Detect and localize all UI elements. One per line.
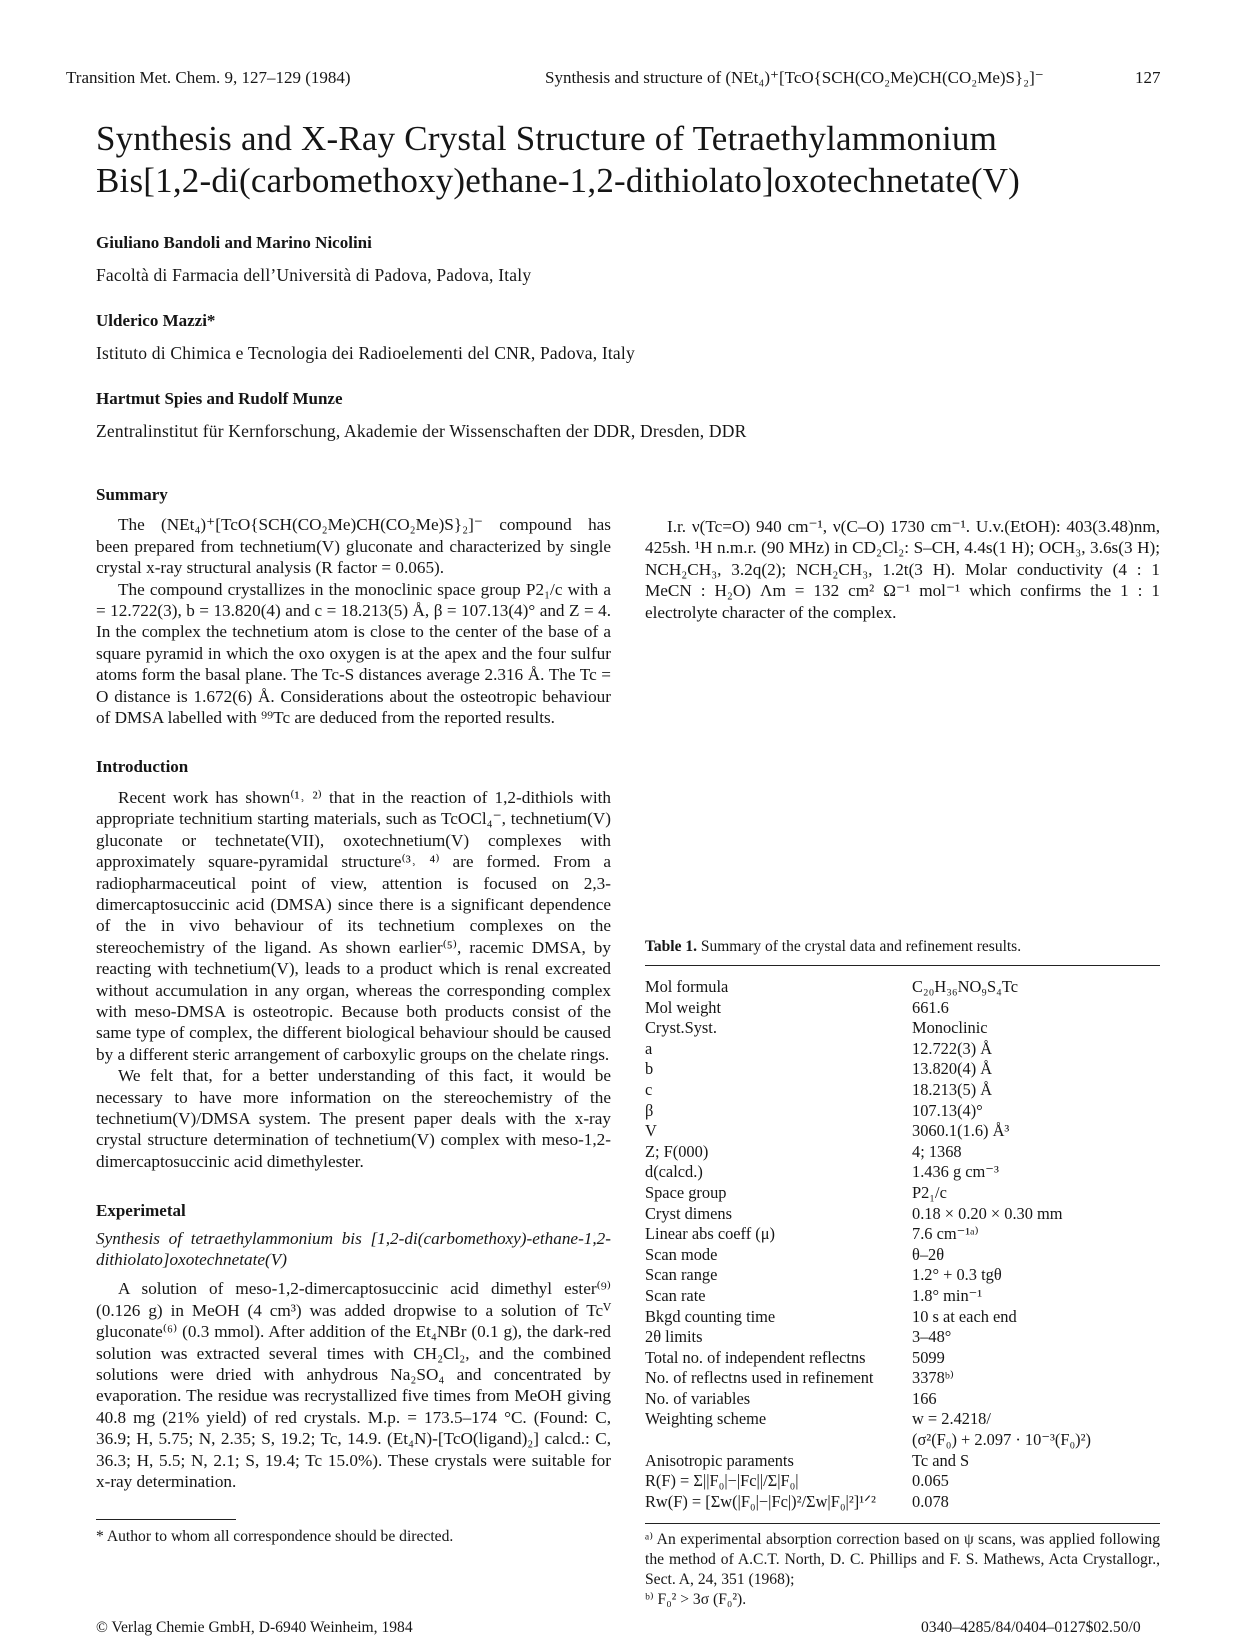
table-cell-parameter: No. of variables	[645, 1388, 751, 1408]
table-cell-parameter: c	[645, 1079, 653, 1099]
crystal-data-table	[645, 977, 1091, 1512]
table-cell-value: 0.065	[912, 1471, 949, 1491]
table-cell-parameter: Cryst.Syst.	[645, 1018, 717, 1038]
table-cell-parameter: 2θ limits	[645, 1327, 703, 1347]
table-cell-parameter: Scan mode	[645, 1244, 718, 1264]
table-row	[645, 1080, 1091, 1101]
table-cell-value: Monoclinic	[912, 1018, 988, 1038]
table-row	[645, 1121, 1091, 1142]
table-row	[645, 1265, 1091, 1286]
table-cell-value: 1.2° + 0.3 tgθ	[912, 1265, 1002, 1285]
right-column	[645, 516, 1160, 623]
table-cell-value: 3060.1(1.6) Å³	[912, 1121, 1010, 1141]
table-row	[645, 1142, 1091, 1163]
table-cell-value: 13.820(4) Å	[912, 1059, 993, 1079]
table-1-bottom-rule	[645, 1523, 1160, 1524]
introduction-paragraph-1: Recent work has shown⁽¹˒ ²⁾ that in the reaction of 1,2-dithiols with appropriate technitium starting materials, such as TcOCl₄⁻, technetium(V) gluconate or technetate(VII), oxotechnetium(V) complexes with approximately square-pyramidal structure⁽³˒ ⁴⁾ are formed. From a radiopharmaceutical point of view, attention is focused on 2,3-dimercaptosuccinic acid (DMSA) since there is a significant dependence of the in vivo behaviour of its technetium complexes on the stereochemistry of the ligand. As shown earlier⁽⁵⁾, racemic DMSA, by reacting with technetium(V), leads to a product which is renal excreated without accumulation in any organ, whereas the corresponding complex with meso-DMSA is osteotropic. Because both products consist of the same type of complex, the different biological behaviour should be caused by a different steric arrangement of carboxylic groups on the chelate rings.	[96, 787, 611, 1064]
running-header-journal: Transition Met. Chem. 9, 127–129 (1984)	[66, 68, 351, 87]
table-cell-value: w = 2.4218/	[912, 1409, 991, 1429]
table-cell-parameter: No. of reflectns used in refinement	[645, 1368, 874, 1388]
table-cell-parameter: Space group	[645, 1182, 727, 1202]
table-cell-parameter: Scan rate	[645, 1285, 706, 1305]
table-cell-value: 661.6	[912, 997, 949, 1017]
table-1	[645, 977, 1160, 1512]
summary-paragraph-1: The (NEt₄)⁺[TcO{SCH(CO₂Me)CH(CO₂Me)S}₂]⁻ compound has been prepared from technetium(V) gluconate and characterized by single crystal x-ray structural analysis (R factor = 0.065).	[96, 515, 611, 578]
left-column	[96, 484, 611, 1492]
table-row	[645, 1368, 1091, 1389]
summary-heading: Summary	[96, 485, 168, 504]
table-cell-parameter: Z; F(000)	[645, 1141, 709, 1161]
table-row	[645, 1101, 1091, 1122]
table-cell-parameter: a	[645, 1038, 653, 1058]
table-cell-value: (σ²(F₀) + 2.097 · 10⁻³(F₀)²)	[912, 1430, 1092, 1450]
table-row	[645, 1471, 1091, 1492]
table-cell-value: Tc and S	[912, 1450, 970, 1470]
table-cell-parameter: Linear abs coeff (μ)	[645, 1224, 775, 1244]
introduction-paragraph-2: We felt that, for a better understanding of this fact, it would be necessary to have more information on the stereochemistry of the technetium(V)/DMSA system. The present paper deals with the x-ray crystal structure determination of technetium(V) complex with meso-1,2-dimercaptosuccinic acid dimethylester.	[96, 1066, 611, 1171]
author-group-1: Giuliano Bandoli and Marino Nicolini	[96, 233, 372, 252]
table-cell-parameter: Cryst dimens	[645, 1203, 732, 1223]
table-1-label: Table 1.	[645, 938, 697, 955]
table-cell-parameter: β	[645, 1100, 654, 1120]
table-1-caption	[645, 938, 1021, 956]
table-row	[645, 1224, 1091, 1245]
page-number: 127	[1135, 68, 1161, 87]
table-row	[645, 1327, 1091, 1348]
author-footnote: * Author to whom all correspondence should be directed.	[96, 1528, 454, 1545]
article-title	[96, 118, 1176, 202]
table-row	[645, 1348, 1091, 1369]
affiliation-1: Facoltà di Farmacia dell’Università di Padova, Padova, Italy	[96, 265, 532, 285]
table-row	[645, 977, 1091, 998]
table-row	[645, 1409, 1091, 1430]
table-cell-parameter: Weighting scheme	[645, 1409, 767, 1429]
table-cell-value: 7.6 cm⁻¹ᵃ⁾	[912, 1224, 979, 1244]
table-1-top-rule	[645, 965, 1160, 966]
table-cell-value: 166	[912, 1388, 937, 1408]
table-1-footnote-b: ᵇ⁾ F₀² > 3σ (F₀²).	[645, 1591, 747, 1608]
experimental-paragraph-2: I.r. ν(Tc=O) 940 cm⁻¹, ν(C–O) 1730 cm⁻¹. U.v.(EtOH): 403(3.48)nm, 425sh. ¹H n.m.r. (90 MHz) in CD₂Cl₂: S–CH, 4.4s(1 H); OCH₃, 3.6s(3 H); NCH₂CH₃, 3.2q(2); NCH₂CH₃, 1.2t(3 H). Molar conductivity (4 : 1 MeCN : H₂O) Λm = 132 cm² Ω⁻¹ mol⁻¹ which confirms the 1 : 1 electrolyte character of the complex.	[645, 517, 1160, 622]
table-1-footnote-a: ᵃ⁾ An experimental absorption correction based on ψ scans, was applied following the method of A.C.T. North, D. C. Phillips and F. S. Mathews, Acta Crystallogr., Sect. A, 24, 351 (1968);	[645, 1531, 1160, 1588]
running-header-title: Synthesis and structure of (NEt₄)⁺[TcO{SCH(CO₂Me)CH(CO₂Me)S}₂]⁻	[545, 68, 1044, 87]
table-cell-value: 12.722(3) Å	[912, 1038, 993, 1058]
table-cell-value: 0.18 × 0.20 × 0.30 mm	[912, 1203, 1063, 1223]
table-row	[645, 1430, 1091, 1451]
table-cell-parameter: b	[645, 1059, 654, 1079]
affiliation-3: Zentralinstitut für Kernforschung, Akademie der Wissenschaften der DDR, Dresden, DDR	[96, 421, 747, 441]
table-1-footnotes	[645, 1530, 1160, 1610]
table-cell-parameter: Mol weight	[645, 997, 722, 1017]
table-row	[645, 1245, 1091, 1266]
table-cell-parameter: Mol formula	[645, 977, 729, 996]
article-title-line-1: Synthesis and X-Ray Crystal Structure of Tetraethylammonium	[96, 119, 998, 158]
table-cell-parameter: Bkgd counting time	[645, 1306, 776, 1326]
table-row	[645, 998, 1091, 1019]
table-cell-value: 1.8° min⁻¹	[912, 1285, 983, 1305]
summary-paragraph-2: The compound crystallizes in the monoclinic space group P2₁/c with a = 12.722(3), b = 13.820(4) and c = 18.213(5) Å, β = 107.13(4)° and Z = 4. In the complex the technetium atom is close to the center of the base of a square pyramid in which the oxo oxygen is at the apex and the four sulfur atoms form the basal plane. The Tc-S distances average 2.316 Å. The Tc = O distance is 1.672(6) Å. Considerations about the osteotropic behaviour of DMSA labelled with ⁹⁹Tc are deduced from the reported results.	[96, 579, 611, 728]
article-title-line-2: Bis[1,2-di(carbomethoxy)ethane-1,2-dithiolato]oxotechnetate(V)	[96, 161, 1021, 200]
table-row	[645, 1183, 1091, 1204]
table-cell-value: 18.213(5) Å	[912, 1079, 993, 1099]
table-row	[645, 1059, 1091, 1080]
table-cell-value: 10 s at each end	[912, 1306, 1017, 1326]
author-group-3: Hartmut Spies and Rudolf Munze	[96, 389, 343, 408]
table-cell-parameter: Rw(F) = [Σw(|F₀|−|Fc|)²/Σw|F₀|²]¹ᐟ²	[645, 1491, 876, 1511]
table-row	[645, 1389, 1091, 1410]
affiliation-2: Istituto di Chimica e Tecnologia dei Radioelementi del CNR, Padova, Italy	[96, 343, 635, 363]
table-row	[645, 1204, 1091, 1225]
experimental-paragraph-1: A solution of meso-1,2-dimercaptosuccinic acid dimethyl ester⁽⁹⁾ (0.126 g) in MeOH (4 cm³) was added dropwise to a solution of Tcⱽ gluconate⁽⁶⁾ (0.3 mmol). After addition of the Et₄NBr (0.1 g), the dark-red solution was extracted several times with CH₂Cl₂, and the combined solutions were dried with anhydrous Na₂SO₄ and concentrated by evaporation. The residue was recrystallized five times from MeOH giving 40.8 mg (21% yield) of red crystals. M.p. = 173.5–174 °C. (Found: C, 36.9; H, 5.75; N, 2.35; S, 19.2; Tc, 14.9. (Et₄N)-[TcO(ligand)₂] calcd.: C, 36.3; H, 5.5; N, 2.1; S, 19.4; Tc 15.0%). These crystals were suitable for x-ray determination.	[96, 1279, 611, 1492]
table-cell-parameter: Total no. of independent reflectns	[645, 1347, 866, 1367]
table-row	[645, 1451, 1091, 1472]
table-cell-value: 5099	[912, 1347, 945, 1367]
table-row	[645, 1018, 1091, 1039]
table-cell-value: P2₁/c	[912, 1182, 947, 1202]
table-row	[645, 1286, 1091, 1307]
table-cell-value: 0.078	[912, 1491, 949, 1511]
table-cell-value: 1.436 g cm⁻³	[912, 1162, 999, 1182]
table-cell-parameter: R(F) = Σ||F₀|−|Fc||/Σ|F₀|	[645, 1471, 799, 1491]
table-row	[645, 1492, 1091, 1513]
experimental-heading: Experimetal	[96, 1201, 186, 1221]
table-row	[645, 1307, 1091, 1328]
table-1-caption-text: Summary of the crystal data and refinement results.	[700, 938, 1022, 955]
footnote-rule	[96, 1519, 236, 1520]
author-group-2: Ulderico Mazzi*	[96, 311, 216, 330]
table-cell-value: 3378ᵇ⁾	[912, 1368, 954, 1388]
article-code: 0340–4285/84/0404–0127$02.50/0	[921, 1619, 1141, 1636]
table-cell-value: 4; 1368	[912, 1141, 962, 1161]
table-cell-parameter: V	[645, 1121, 657, 1141]
experimental-subheading: Synthesis of tetraethylammonium bis [1,2-di(carbomethoxy)-ethane-1,2-dithiolato]oxotechnetate(V)	[96, 1228, 611, 1269]
table-cell-value: C₂₀H₃₆NO₉S₄Tc	[912, 977, 1018, 996]
table-cell-parameter	[645, 1430, 912, 1451]
table-row	[645, 1162, 1091, 1183]
table-cell-parameter: Anisotropic paraments	[645, 1450, 794, 1470]
copyright-notice: © Verlag Chemie GmbH, D-6940 Weinheim, 1984	[96, 1619, 413, 1636]
table-cell-parameter: Scan range	[645, 1265, 718, 1285]
table-row	[645, 1039, 1091, 1060]
table-cell-value: 3–48°	[912, 1327, 952, 1347]
introduction-heading: Introduction	[96, 757, 189, 777]
table-cell-value: 107.13(4)°	[912, 1100, 983, 1120]
table-cell-parameter: d(calcd.)	[645, 1162, 703, 1182]
table-cell-value: θ–2θ	[912, 1244, 945, 1264]
